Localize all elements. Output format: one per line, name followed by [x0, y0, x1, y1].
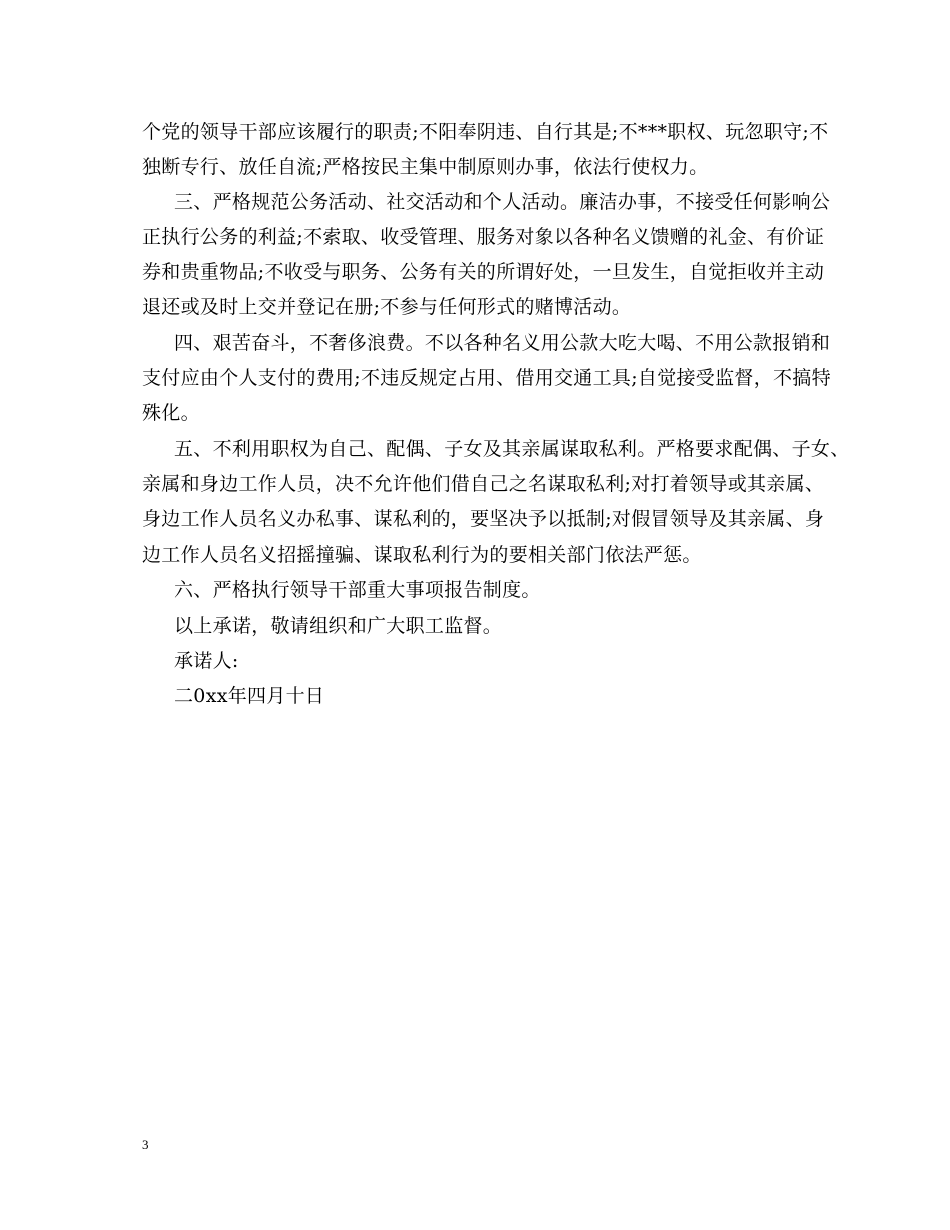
text-line: 个党的领导干部应该履行的职责;不阳奉阴违、自行其是;不***职权、玩忽职守;不 [142, 121, 829, 143]
text-line: 支付应由个人支付的费用;不违反规定占用、借用交通工具;自觉接受监督，不搞特 [142, 367, 831, 389]
paragraph-six: 六、严格执行领导干部重大事项报告制度。 [174, 579, 541, 601]
text-line: 退还或及时上交并登记在册;不参与任何形式的赌博活动。 [142, 296, 632, 318]
text-line: 正执行公务的利益;不索取、收受管理、服务对象以各种名义馈赠的礼金、有价证 [142, 226, 825, 248]
date-line: 二0xx年四月十日 [174, 685, 325, 707]
text-line: 身边工作人员名义办私事、谋私利的，要坚决予以抵制;对假冒领导及其亲属、身 [142, 508, 825, 530]
text-line: 券和贵重物品;不收受与职务、公务有关的所谓好处，一旦发生，自觉拒收并主动 [142, 261, 825, 283]
text-line: 殊化。 [142, 402, 200, 424]
page-number: 3 [142, 1137, 149, 1152]
closing-statement: 以上承诺，敬请组织和广大职工监督。 [174, 615, 503, 637]
paragraph-five-start: 五、不利用职权为自己、配偶、子女及其亲属谋取私利。严格要求配偶、子女、 [174, 438, 850, 460]
paragraph-four-start: 四、艰苦奋斗，不奢侈浪费。不以各种名义用公款大吃大喝、不用公款报销和 [174, 332, 831, 354]
signatory-label: 承诺人: [174, 650, 239, 672]
text-line: 独断专行、放任自流;严格按民主集中制原则办事，依法行使权力。 [142, 156, 709, 178]
paragraph-three-start: 三、严格规范公务活动、社交活动和个人活动。廉洁办事，不接受任何影响公 [174, 191, 831, 213]
text-line: 边工作人员名义招摇撞骗、谋取私利行为的要相关部门依法严惩。 [142, 544, 702, 566]
text-line: 亲属和身边工作人员，决不允许他们借自己之名谋取私利;对打着领导或其亲属、 [142, 473, 825, 495]
